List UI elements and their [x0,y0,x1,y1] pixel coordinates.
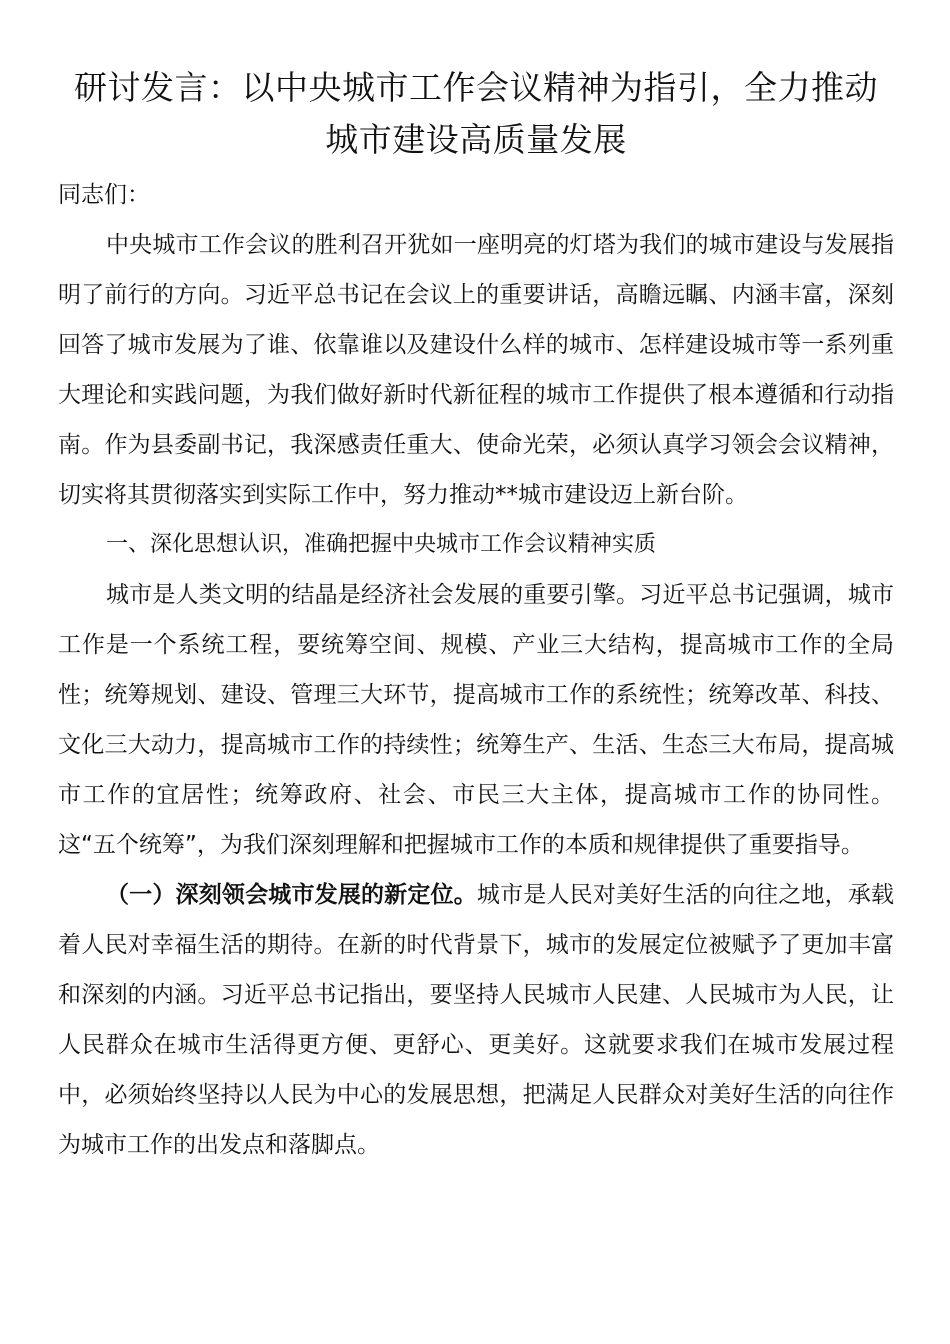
intro-paragraph: 中央城市工作会议的胜利召开犹如一座明亮的灯塔为我们的城市建设与发展指明了前行的方向。习近平总书记在会议上的重要讲话，高瞻远瞩、内涵丰富，深刻回答了城市发展为了谁、依靠谁以及建设什么样的城市、怎样建设城市等一系列重大理论和实践问题，为我们做好新时代新征程的城市工作提供了根本遵循和行动指南。作为县委副书记，我深感责任重大、使命光荣，必须认真学习领会会议精神，切实将其贯彻落实到实际工作中，努力推动**城市建设迈上新台阶。 [58,232,894,508]
salutation: 同志们： [58,182,150,208]
subsection-1-paragraph [58,870,894,1170]
section-1-paragraph: 城市是人类文明的结晶是经济社会发展的重要引擎。习近平总书记强调，城市工作是一个系统工程，要统筹空间、规模、产业三大结构，提高城市工作的全局性；统筹规划、建设、管理三大环节，提高城市工作的系统性；统筹改革、科技、文化三大动力，提高城市工作的持续性；统筹生产、生活、生态三大布局，提高城市工作的宜居性；统筹政府、社会、市民三大主体，提高城市工作的协同性。这“五个统筹”，为我们深刻理解和把握城市工作的本质和规律提供了重要指导。 [58,582,894,858]
document-title: 研讨发言：以中央城市工作会议精神为指引，全力推动城市建设高质量发展 [74,68,878,159]
subsection-1-lead: （一）深刻领会城市发展的新定位。 [106,882,477,908]
subsection-1-text: 城市是人民对美好生活的向往之地，承载着人民对幸福生活的期待。在新的时代背景下，城市的发展定位被赋予了更加丰富和深刻的内涵。习近平总书记指出，要坚持人民城市人民建、人民城市为人民，让人民群众在城市生活得更方便、更舒心、更美好。这就要求我们在城市发展过程中，必须始终坚持以人民为中心的发展思想，把满足人民群众对美好生活的向往作为城市工作的出发点和落脚点。 [58,882,895,1158]
document-page [58,62,894,1170]
section-1-heading: 一、深化思想认识，准确把握中央城市工作会议精神实质 [106,532,657,557]
